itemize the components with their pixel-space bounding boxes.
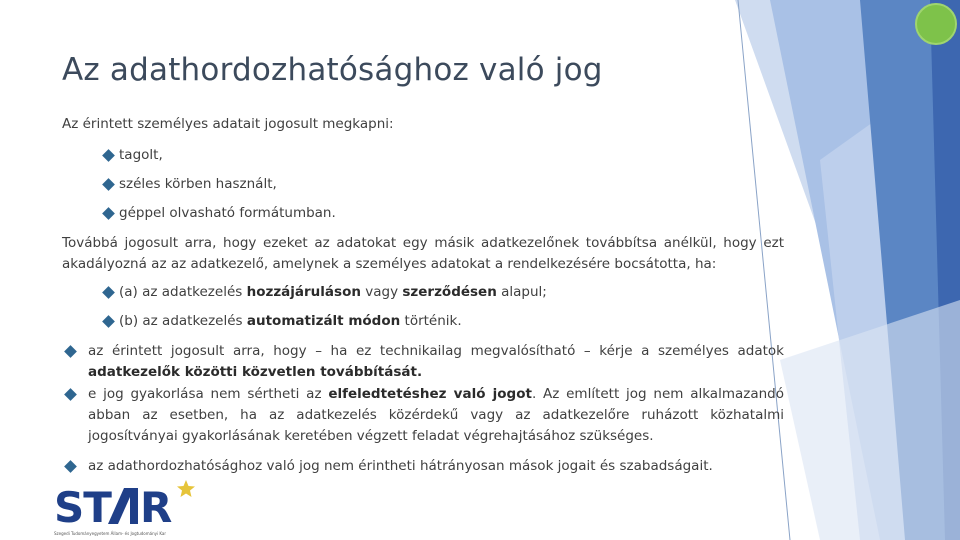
point-erasure-right: e jog gyakorlása nem sértheti az elfeledtetéshez való jogot. Az említett jog nem alkalmazandó abban az esetben, ha az adatkezelés közérdekű vagy az adatkezelőre ruházott közhatalmi jogosítványai gyakorlásának keretében végzett feladat végrehajtásához szükséges.: [88, 386, 784, 444]
format-item-1: tagolt,: [119, 147, 163, 163]
svg-text:R: R: [140, 483, 173, 530]
logo-subtitle: Szegedi Tudományegyetem Állam- és Jogtudományi Kar: [54, 531, 167, 536]
slide-title: Az adathordozhatósághoz való jog: [62, 52, 603, 88]
format-item-3: géppel olvasható formátumban.: [119, 205, 336, 221]
intro-text: Az érintett személyes adatait jogosult megkapni:: [62, 116, 394, 132]
green-circle-decoration: [915, 3, 957, 45]
transfer-paragraph: Továbbá jogosult arra, hogy ezeket az adatokat egy másik adatkezelőnek továbbítsa anélkül, hogy ezt akadályozná az az adatkezelő, amelynek a személyes adatokat a rendelkezésére bocsátotta, ha:: [62, 235, 784, 272]
format-item-2: széles körben használt,: [119, 176, 277, 192]
point-direct-transfer: az érintett jogosult arra, hogy – ha ez technikailag megvalósítható – kérje a személyes adatok adatkezelők közötti közvetlen továbbítását.: [88, 343, 784, 380]
condition-a: (a) az adatkezelés hozzájáruláson vagy szerződésen alapul;: [119, 284, 547, 300]
point-others-rights: az adathordozhatósághoz való jog nem érintheti hátrányosan mások jogait és szabadságait.: [88, 458, 713, 474]
condition-b: (b) az adatkezelés automatizált módon történik.: [119, 313, 462, 329]
stair-logo: [52, 478, 202, 530]
svg-text:ST: ST: [54, 483, 111, 530]
